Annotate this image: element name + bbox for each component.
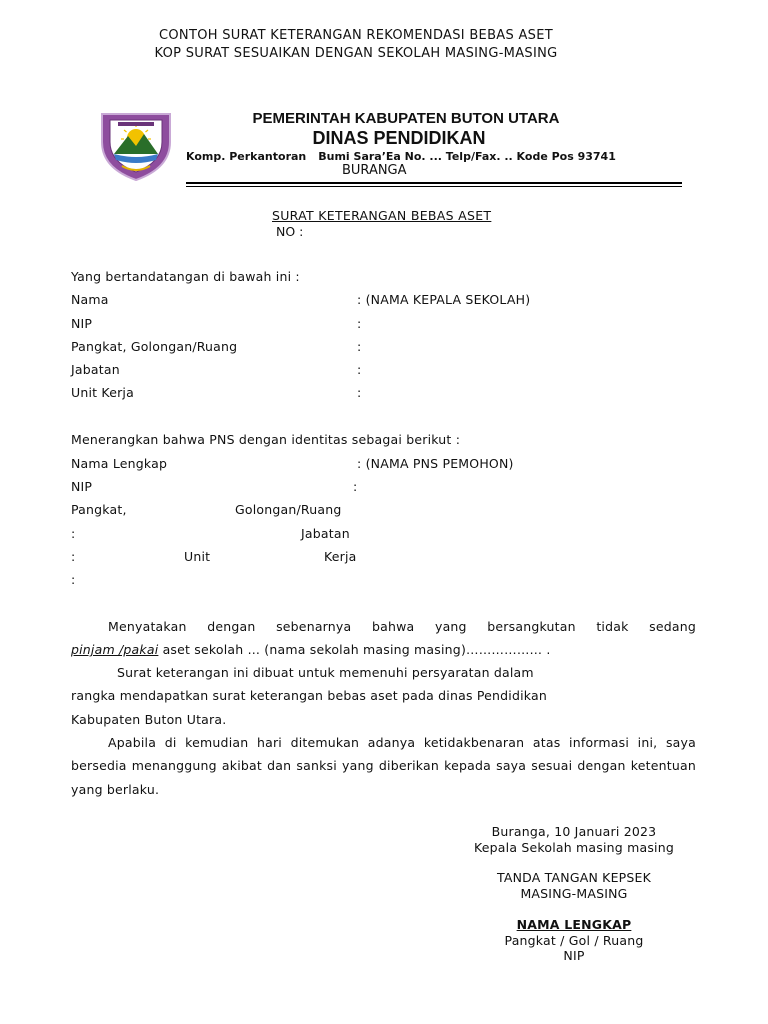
field-label: Unit Kerja [71,385,134,400]
liability-text: Apabila di kemudian hari ditemukan adanya ketidakbenaran atas informasi ini, saya bersedia menanggung akibat dan sanksi yang diberikan kepada saya sesuai dengan ketentuan yang berlaku. [71,735,696,797]
signer-name [440,917,708,933]
section2-intro: Menerangkan bahwa PNS dengan identitas sebagai berikut : [71,432,461,447]
applicant-position-label: Jabatan [301,526,350,541]
statement-paragraph [71,615,696,662]
applicant-nip-label: NIP [71,479,93,494]
template-note-line-2: KOP SURAT SESUAIKAN DENGAN SEKOLAH MASING-MASING [154,46,558,61]
field-value: : [357,385,362,400]
agency-address [186,150,616,163]
address-part-a: Komp. Perkantoran [186,150,307,163]
signature-placeholder-1: TANDA TANGAN KEPSEK [496,870,652,885]
letter-number: NO : [276,224,304,239]
applicant-position-colon: : [71,549,76,564]
purpose-line-2: rangka mendapatkan surat keterangan bebas aset pada dinas Pendidikan [71,688,547,704]
signer-nip: NIP [563,948,585,963]
signer-name-text: NAMA LENGKAP [516,917,632,932]
letterhead-rule-thin [186,186,682,187]
field-label: Jabatan [71,362,120,377]
letter-title: SURAT KETERANGAN BEBAS ASET [272,208,492,223]
field-value: : [357,316,362,331]
field-label: NIP [71,316,93,331]
applicant-unit-label-a: Unit [184,549,211,564]
letterhead-rule-thick [186,182,682,184]
applicant-nip-colon: : [353,479,358,494]
template-note-line-1: CONTOH SURAT KETERANGAN REKOMENDASI BEBAS ASET [159,28,553,43]
signer-rank: Pangkat / Gol / Ruang [504,933,644,948]
purpose-line-1: Surat keterangan ini dibuat untuk memenuhi persyaratan dalam [117,665,534,680]
field-label: Nama [71,292,109,307]
address-part-b: Bumi Sara’Ea No. ... Telp/Fax. .. Kode Pos 93741 [318,150,616,163]
field-value: : (NAMA KEPALA SEKOLAH) [357,292,531,307]
purpose-paragraph [71,661,696,731]
signature-place-date: Buranga, 10 Januari 2023 [491,824,657,839]
field-value: : [357,362,362,377]
purpose-line-3: Kabupaten Buton Utara. [71,711,227,727]
statement-line-2 [71,638,696,661]
section1-intro: Yang bertandatangan di bawah ini : [71,269,300,284]
government-name: PEMERINTAH KABUPATEN BUTON UTARA [252,110,560,127]
applicant-name-value: : (NAMA PNS PEMOHON) [357,456,514,471]
statement-rest: aset sekolah ... (nama sekolah masing masing)……………… . [158,642,551,658]
agency-city: BURANGA [342,163,407,178]
applicant-unit-label-b: Kerja [324,549,357,564]
applicant-unit-colon: : [71,572,76,587]
signature-placeholder-2: MASING-MASING [520,886,628,901]
field-label: Pangkat, Golongan/Ruang [71,339,238,354]
agency-name: DINAS PENDIDIKAN [312,128,486,148]
applicant-rank-label-a: Pangkat, [71,502,127,517]
liability-paragraph [71,731,696,801]
applicant-rank-colon: : [71,526,76,541]
applicant-name-label: Nama Lengkap [71,456,168,471]
signature-position: Kepala Sekolah masing masing [474,840,674,855]
applicant-rank-label-b: Golongan/Ruang [235,502,342,517]
field-value: : [357,339,362,354]
loan-status-text: pinjam /pakai [71,642,159,658]
statement-line-1: Menyatakan dengan sebenarnya bahwa yang bersangkutan tidak sedang [108,619,696,634]
